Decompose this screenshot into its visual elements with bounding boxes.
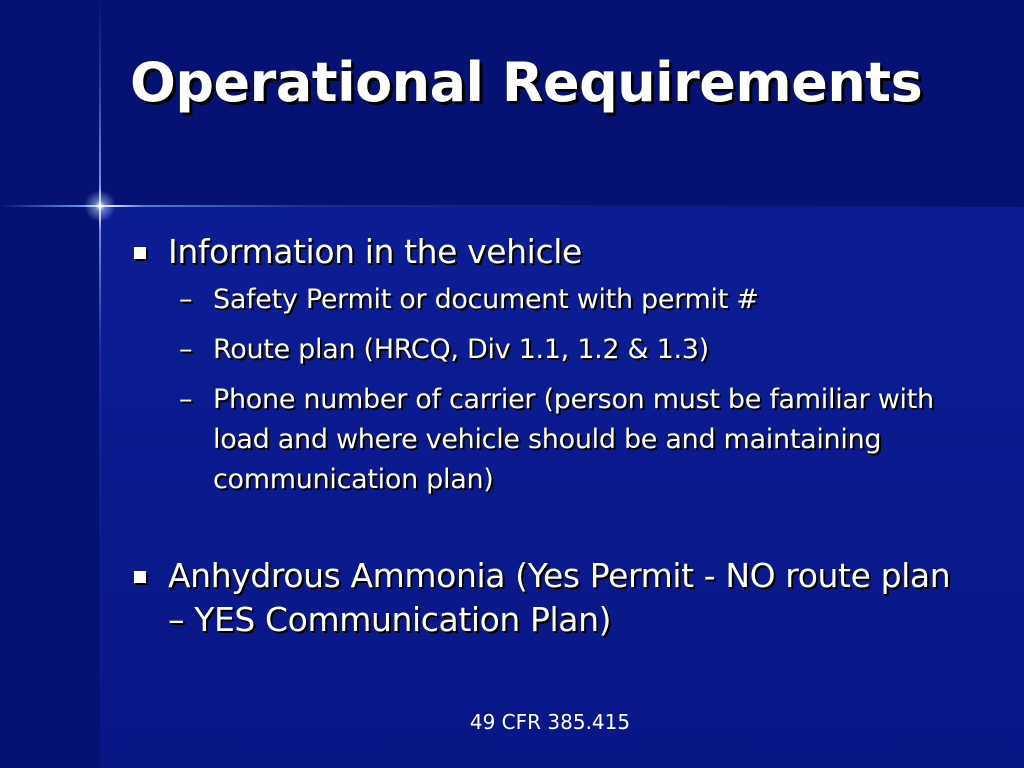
sub-bullet-item — [175, 280, 970, 320]
bullet-item — [130, 554, 970, 642]
sparkle-vertical-line — [99, 0, 101, 768]
square-bullet-icon — [134, 247, 146, 259]
sub-bullet-text: Safety Permit or document with permit # — [213, 284, 759, 315]
dash-bullet-icon: – — [179, 334, 193, 365]
bullet-text: Information in the vehicle — [168, 232, 582, 271]
dash-bullet-icon: – — [179, 384, 193, 415]
sub-bullet-text: Route plan (HRCQ, Div 1.1, 1.2 & 1.3) — [213, 334, 709, 365]
bullet-item — [130, 230, 970, 274]
sub-bullet-item — [175, 330, 970, 370]
sparkle-horizontal-line — [0, 205, 1024, 207]
square-bullet-icon — [134, 571, 146, 583]
sub-bullet-item — [175, 380, 970, 500]
footnote-citation: 49 CFR 385.415 — [469, 710, 631, 734]
slide-title: Operational Requirements — [130, 51, 923, 114]
dash-bullet-icon: – — [179, 284, 193, 315]
sparkle-star-icon — [84, 190, 116, 222]
sub-bullet-list — [130, 280, 970, 500]
slide-body — [130, 230, 970, 642]
sub-bullet-text: Phone number of carrier (person must be familiar with load and where vehicle should be and maintaining communication plan) — [213, 384, 934, 495]
left-band — [0, 0, 100, 768]
bullet-text: Anhydrous Ammonia (Yes Permit - NO route plan – YES Communication Plan) — [168, 556, 951, 639]
